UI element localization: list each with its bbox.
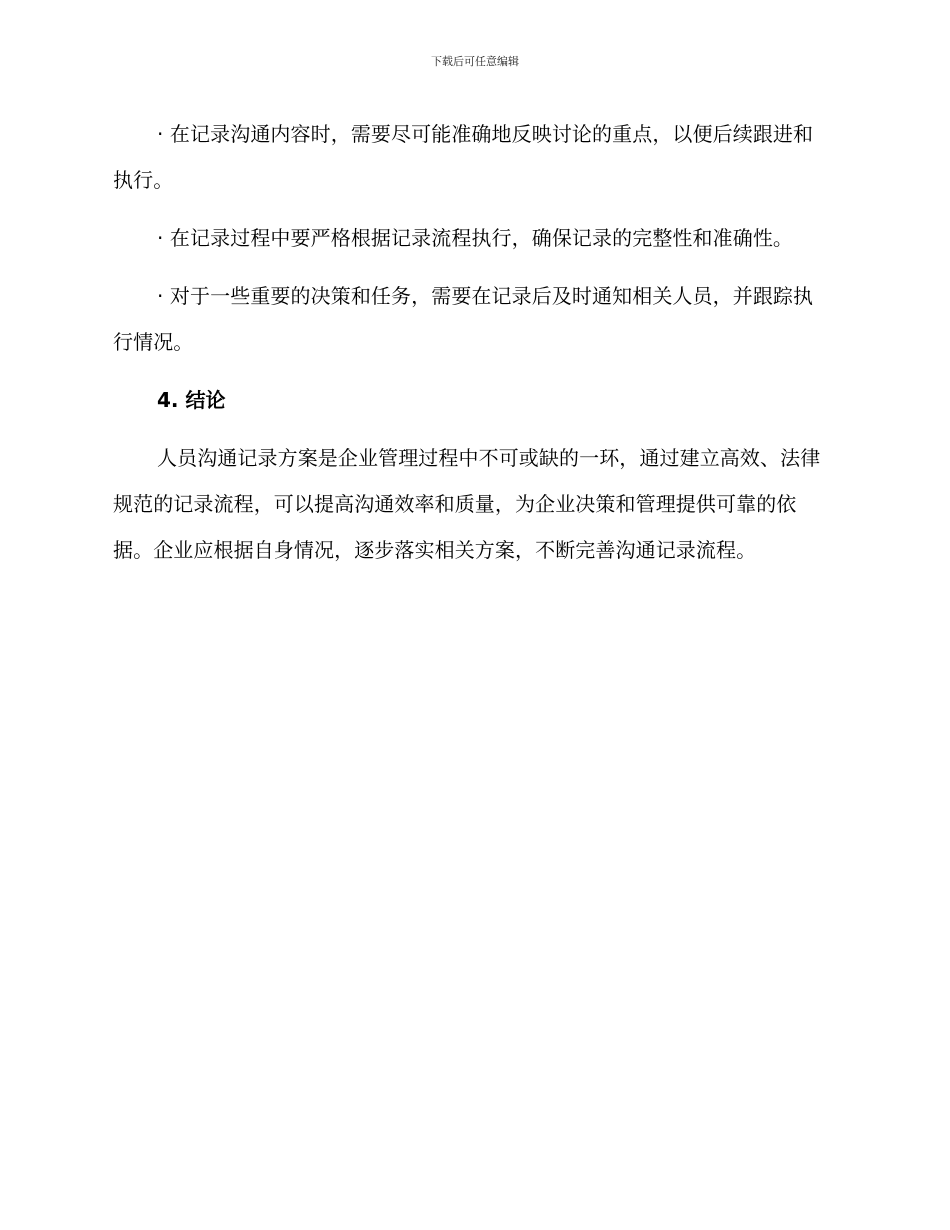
document-body xyxy=(113,111,833,573)
conclusion-paragraph: 人员沟通记录方案是企业管理过程中不可或缺的一环，通过建立高效、法律规范的记录流程，可以提高沟通效率和质量，为企业决策和管理提供可靠的依据。企业应根据自身情况，逐步落实相关方案，不断完善沟通记录流程。 xyxy=(113,446,821,562)
bullet-paragraph: · 对于一些重要的决策和任务，需要在记录后及时通知相关人员，并跟踪执行情况。 xyxy=(113,284,814,354)
bullet-paragraph: · 在记录沟通内容时，需要尽可能准确地反映讨论的重点，以便后续跟进和执行。 xyxy=(113,122,814,192)
section-heading-conclusion: 4. 结论 xyxy=(157,388,226,412)
header-note: 下载后可任意编辑 xyxy=(431,55,519,68)
bullet-paragraph: · 在记录过程中要严格根据记录流程执行，确保记录的完整性和准确性。 xyxy=(157,226,794,250)
